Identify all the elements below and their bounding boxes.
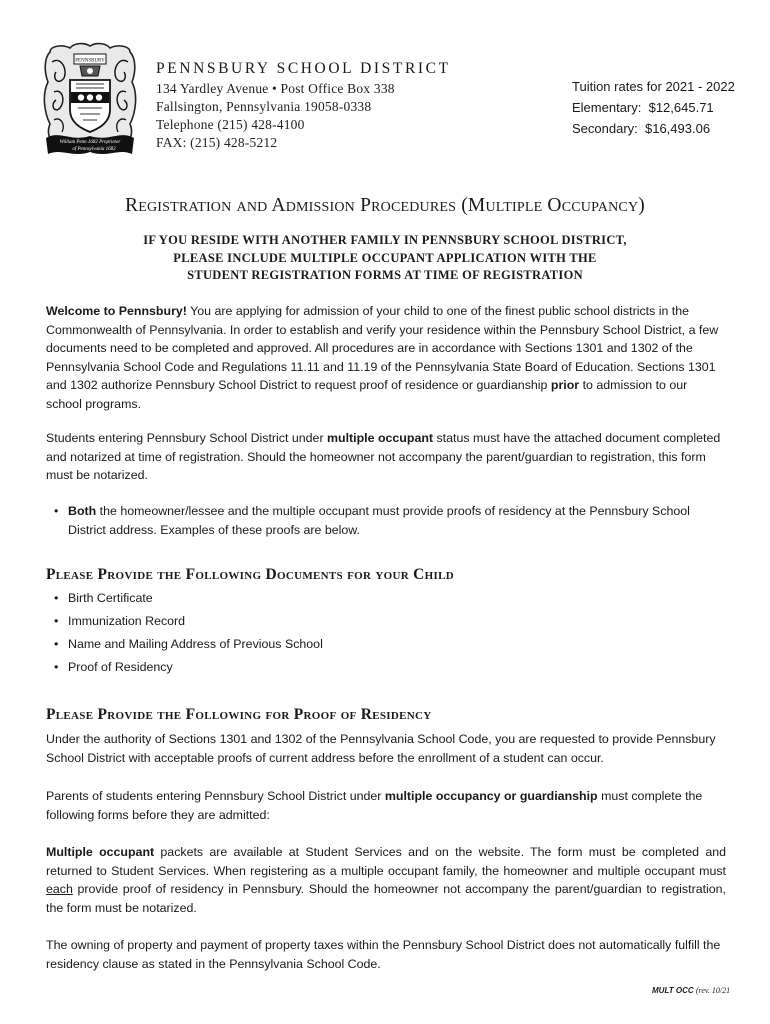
document-list-item <box>46 633 726 656</box>
para3-text-1: packets are available at Student Services and on the website. The form must be completed and returned to Student Services. When registering as a multiple occupant family, the homeowner and multiple occupant must <box>46 845 726 878</box>
document-list-item <box>46 587 726 610</box>
form-revision: (rev. 10/21 <box>695 986 731 995</box>
bullet-marker: • <box>54 504 59 518</box>
para2-bold: multiple occupancy or guardianship <box>384 789 598 803</box>
welcome-paragraph <box>46 302 726 413</box>
welcome-text-1: You are applying for admission of your child to one of the finest public school districts in the Commonwealth of Pennsylvania. In order to establish and verify your residence within the Pennsbury School District, a few documents need to be completed and approved. All procedures are in accordance with Sections 1301 and 1302 of the Pennsylvania School Code and Regulations 11.11 and 11.19 of the Pennsylvania State Board of Education. Sections 1301 and 1302 authorize Pennsbury School District to request proof of residence or guardianship <box>46 304 719 392</box>
bullet-marker: • <box>54 591 59 605</box>
bullet-marker: • <box>54 614 59 628</box>
students-text-1: Students entering Pennsbury School District under <box>46 431 328 445</box>
multiple-occupancy-notice <box>0 232 770 285</box>
welcome-text-2: to admission to our school programs. <box>46 378 688 411</box>
documents-heading: Please Provide the Following Documents for your Child <box>46 566 454 583</box>
page-title: Registration and Admission Procedures (Multiple Occupancy) <box>125 195 645 216</box>
para3-text-2: provide proof of residency in Pennsbury. Should the homeowner not accompany the parent/guardian to registration, the form must be notarized. <box>46 882 726 915</box>
para3-underline: each <box>46 882 73 896</box>
document-list-item-label: Proof of Residency <box>68 660 173 674</box>
seal-scroll-line2: of Pennsylvania 1682 <box>72 147 116 152</box>
residency-para4-text: The owning of property and payment of property taxes within the Pennsbury School District does not automatically fulfill the residency clause as stated in the Pennsylvania School Code. <box>46 938 721 971</box>
residency-paragraph-4 <box>46 936 726 973</box>
notice-line-1: IF YOU RESIDE WITH ANOTHER FAMILY IN PENNSBURY SCHOOL DISTRICT, <box>143 233 627 247</box>
document-list-item <box>46 610 726 633</box>
documents-list <box>46 587 726 679</box>
residency-paragraph-2 <box>46 787 726 824</box>
letterhead <box>156 60 451 152</box>
tuition-rates <box>572 76 735 139</box>
seal-scroll-line1: William Penn 1682 Proprietor <box>59 140 121 145</box>
para2-text-2: must complete the following forms before they are admitted: <box>46 789 703 822</box>
welcome-prior: prior <box>550 378 580 392</box>
students-text-2: status must have the attached document completed and notarized at time of registration. Should the homeowner not accompany the parent/guardian to registration, this form must be notarized. <box>46 431 721 482</box>
street-address: 134 Yardley Avenue • Post Office Box 338 <box>156 81 395 96</box>
bullet-marker: • <box>54 637 59 651</box>
residency-paragraph-3 <box>46 843 726 917</box>
para3-bold: Multiple occupant <box>46 845 155 859</box>
residency-heading: Please Provide the Following for Proof of Residency <box>46 706 432 723</box>
document-list-item-label: Name and Mailing Address of Previous School <box>68 637 323 651</box>
telephone: Telephone (215) 428-4100 <box>156 117 305 132</box>
both-bold: Both <box>68 504 97 518</box>
district-seal-logo <box>40 42 140 166</box>
tuition-secondary: Secondary: $16,493.06 <box>572 121 711 136</box>
tuition-heading: Tuition rates for 2021 - 2022 <box>572 79 735 94</box>
residency-para1-text: Under the authority of Sections 1301 and 1302 of the Pennsylvania School Code, you are requested to provide Pennsbury School District with acceptable proofs of current address before the enrollment of a student can occur. <box>46 732 716 765</box>
both-text: the homeowner/lessee and the multiple occupant must provide proofs of residency at the Pennsbury School District address. Examples of these proofs are below. <box>68 504 690 537</box>
form-code <box>652 986 730 995</box>
form-code-text: MULT OCC <box>652 986 694 995</box>
residency-paragraph-1 <box>46 730 726 767</box>
students-bold: multiple occupant <box>327 431 434 445</box>
district-name: PENNSBURY SCHOOL DISTRICT <box>156 60 451 77</box>
tuition-elementary: Elementary: $12,645.71 <box>572 100 714 115</box>
document-list-item-label: Birth Certificate <box>68 591 153 605</box>
students-paragraph <box>46 429 726 485</box>
document-list-item <box>46 656 726 679</box>
seal-top-text: PENNSBURY <box>75 58 105 64</box>
notice-line-2: PLEASE INCLUDE MULTIPLE OCCUPANT APPLICATION WITH THE <box>173 250 597 265</box>
para2-text-1: Parents of students entering Pennsbury School District under <box>46 789 385 803</box>
notice-line-3: STUDENT REGISTRATION FORMS AT TIME OF REGISTRATION <box>187 268 583 282</box>
both-bullet-paragraph <box>54 502 724 539</box>
city-address: Fallsington, Pennsylvania 19058-0338 <box>156 99 372 114</box>
fax: FAX: (215) 428-5212 <box>156 135 278 150</box>
document-list-item-label: Immunization Record <box>68 614 186 628</box>
bullet-marker: • <box>54 660 59 674</box>
welcome-lead: Welcome to Pennsbury! <box>46 304 187 318</box>
